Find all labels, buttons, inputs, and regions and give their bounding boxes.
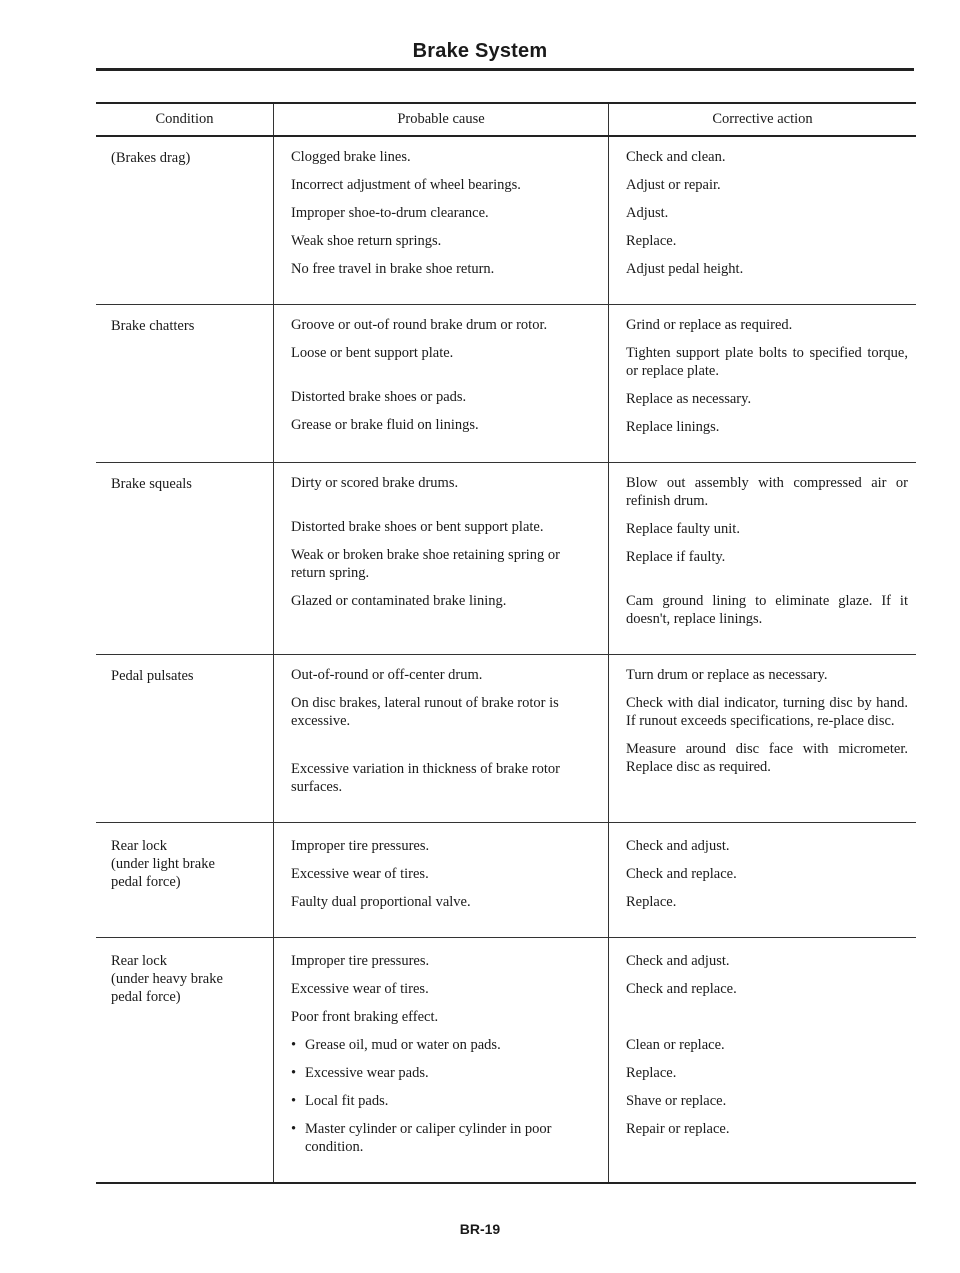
action-item: Check and replace. xyxy=(626,866,737,882)
action-item: Cam ground lining to eliminate glaze. If it doesn't, replace linings. xyxy=(626,593,908,627)
cause-item: Improper shoe-to-drum clearance. xyxy=(291,205,489,221)
cause-list xyxy=(274,463,608,636)
action-item: Check and replace. xyxy=(626,981,737,997)
action-item: Turn drum or replace as necessary. xyxy=(626,667,828,683)
cause-item: Improper tire pressures. xyxy=(291,838,430,854)
action-item: Check and adjust. xyxy=(626,953,730,969)
action-item: Replace linings. xyxy=(626,419,720,435)
condition-cell: Brake squeals xyxy=(111,476,192,492)
cause-item: • Master cylinder or caliper cylinder in poor condition. xyxy=(291,1120,594,1156)
cause-item: Weak shoe return springs. xyxy=(291,233,442,249)
action-item: Grind or replace as required. xyxy=(626,317,793,333)
cause-item: Distorted brake shoes or pads. xyxy=(291,389,467,405)
action-list xyxy=(609,655,916,802)
title-rule xyxy=(96,68,914,71)
action-item: Check and clean. xyxy=(626,149,726,165)
table-row xyxy=(96,655,916,823)
cause-item: Glazed or contaminated brake lining. xyxy=(291,593,507,609)
cause-item: Poor front braking effect. xyxy=(291,1009,439,1025)
cause-list xyxy=(274,137,608,304)
action-item: Adjust. xyxy=(626,205,669,221)
action-item: Replace if faulty. xyxy=(626,549,726,565)
cause-item: Faulty dual proportional valve. xyxy=(291,894,471,910)
header-probable-cause: Probable cause xyxy=(274,103,609,136)
cause-item: Clogged brake lines. xyxy=(291,149,411,165)
cause-item: Incorrect adjustment of wheel bearings. xyxy=(291,177,521,193)
action-item: Replace as necessary. xyxy=(626,391,752,407)
cause-item: • Grease oil, mud or water on pads. xyxy=(291,1036,594,1054)
page-number: BR-19 xyxy=(459,1221,501,1237)
cause-item: Distorted brake shoes or bent support plate. xyxy=(291,519,544,535)
action-item: Check with dial indicator, turning disc by hand. If runout exceeds specifications, re-place disc. xyxy=(626,695,908,729)
cause-item: Dirty or scored brake drums. xyxy=(291,475,459,491)
table-row xyxy=(96,305,916,463)
action-item: Replace. xyxy=(626,233,677,249)
action-item: Check and adjust. xyxy=(626,838,730,854)
table-row xyxy=(96,463,916,655)
header-corrective-action: Corrective action xyxy=(609,103,917,136)
cause-item: Excessive variation in thickness of brake rotor surfaces. xyxy=(291,761,560,795)
table-row xyxy=(96,136,916,305)
cause-item: • Local fit pads. xyxy=(291,1092,594,1110)
condition-cell: Brake chatters xyxy=(111,318,195,334)
action-item: Measure around disc face with micrometer. Replace disc as required. xyxy=(626,741,908,775)
condition-cell: Pedal pulsates xyxy=(111,668,194,684)
action-list xyxy=(609,305,916,462)
action-list xyxy=(609,823,916,937)
page-title: Brake System xyxy=(412,40,548,62)
cause-item: Groove or out-of round brake drum or rotor. xyxy=(291,317,548,333)
cause-item: Weak or broken brake shoe retaining spring or return spring. xyxy=(291,547,561,581)
cause-item: Excessive wear of tires. xyxy=(291,866,429,882)
action-item: Clean or replace. xyxy=(626,1037,725,1053)
troubleshooting-table xyxy=(96,102,916,1184)
action-item: Adjust or repair. xyxy=(626,177,721,193)
cause-item: • Excessive wear pads. xyxy=(291,1064,594,1082)
action-item: Blow out assembly with compressed air or refinish drum. xyxy=(626,475,908,509)
action-item: Replace. xyxy=(626,1065,677,1081)
action-list xyxy=(609,463,916,654)
cause-item: Loose or bent support plate. xyxy=(291,345,454,361)
cause-list xyxy=(274,655,608,822)
cause-item: Out-of-round or off-center drum. xyxy=(291,667,483,683)
table-row xyxy=(96,823,916,938)
table-row xyxy=(96,938,916,1184)
action-item: Tighten support plate bolts to specified torque, or replace plate. xyxy=(626,345,908,379)
action-item: Repair or replace. xyxy=(626,1121,730,1137)
table-header-row xyxy=(96,103,916,136)
action-item: Adjust pedal height. xyxy=(626,261,744,277)
action-list xyxy=(609,137,916,304)
cause-item: No free travel in brake shoe return. xyxy=(291,261,495,277)
action-item: Replace. xyxy=(626,894,677,910)
cause-item: Excessive wear of tires. xyxy=(291,981,429,997)
action-item: Shave or replace. xyxy=(626,1093,727,1109)
condition-cell: (Brakes drag) xyxy=(111,150,191,166)
action-item: Replace faulty unit. xyxy=(626,521,740,537)
cause-item: Grease or brake fluid on linings. xyxy=(291,417,479,433)
condition-cell: Rear lock (under heavy brake pedal force) xyxy=(111,953,223,1005)
cause-list xyxy=(274,305,608,460)
header-condition: Condition xyxy=(96,103,274,136)
action-list xyxy=(609,938,916,1164)
condition-cell: Rear lock (under light brake pedal force) xyxy=(111,838,215,890)
cause-list xyxy=(274,938,608,1182)
cause-list xyxy=(274,823,608,937)
cause-item: On disc brakes, lateral runout of brake rotor is excessive. xyxy=(291,695,559,729)
cause-item: Improper tire pressures. xyxy=(291,953,430,969)
